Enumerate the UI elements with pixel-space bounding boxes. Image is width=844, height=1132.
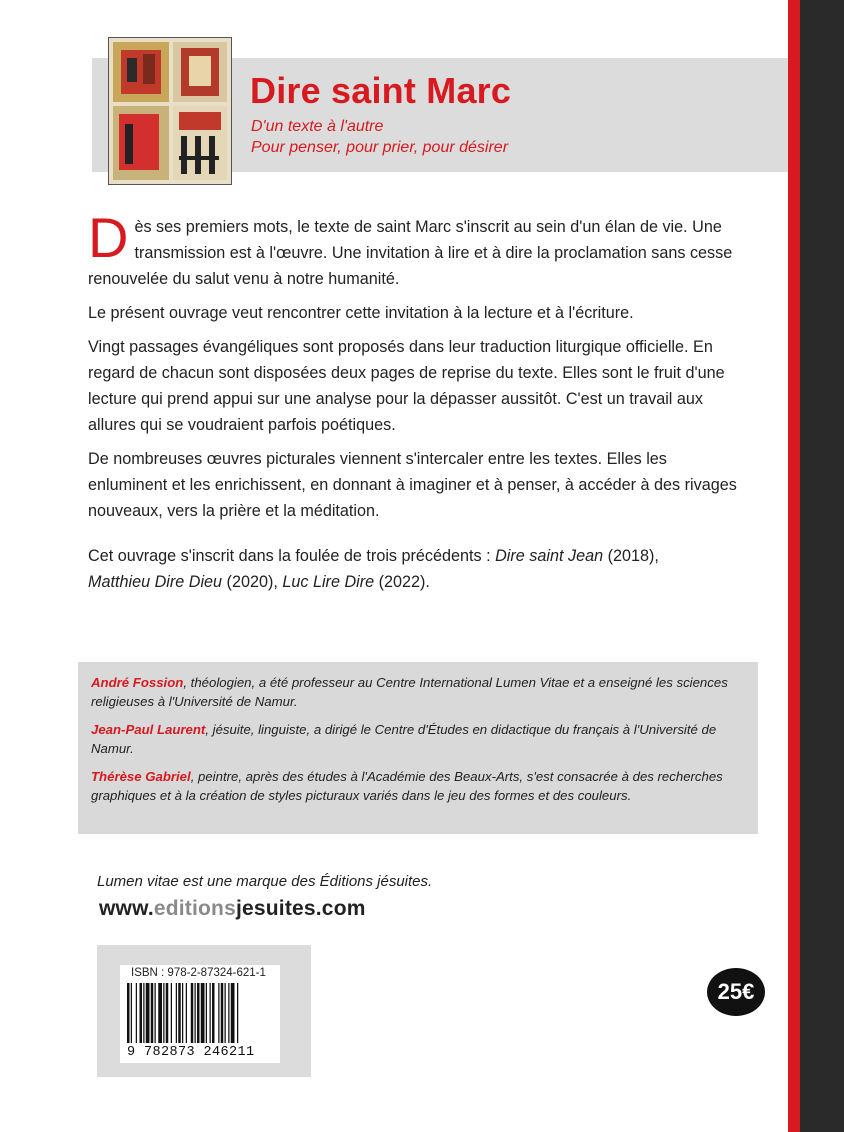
barcode-bar [195,983,196,1043]
barcode-bar [146,983,150,1043]
author-bio: , peintre, après des études à l'Académie des Beaux-Arts, s'est consacrée à des recherches graphiques et à la création de styles picturaux variés dans le jeu des formes et des couleurs. [91,769,723,803]
barcode-bar [166,983,169,1043]
barcode-bar [237,983,238,1043]
series-year: (2020), [222,573,283,591]
book-title: Dire saint Marc [250,70,512,111]
barcode-bar [143,983,144,1043]
description-paragraph: Le présent ouvrage veut rencontrer cette invitation à la lecture et à l'écriture. [88,304,634,322]
barcode-bar [151,983,154,1043]
cover-painting-thumbnail [108,37,232,185]
barcode-bar [186,983,187,1043]
author-entry [91,720,744,758]
barcode-digits: 9 782873 246211 [127,1045,255,1060]
author-name: Thérèse Gabriel [91,769,191,784]
barcode-bar [228,983,229,1043]
author-entry [91,673,744,711]
author-name: Jean-Paul Laurent [91,722,206,737]
red-edge-stripe [788,0,800,1132]
subtitle-line: D'un texte à l'autre [251,118,384,135]
series-year: (2018), [603,547,659,565]
website-prefix: www. [99,897,154,920]
barcode-bar [221,983,224,1043]
price-badge: 25€ [707,968,765,1016]
description [88,206,748,532]
author-bio: , théologien, a été professeur au Centre International Lumen Vitae et a enseigné les sciences religieuses à l'Université de Namur. [91,675,728,709]
barcode-bar [136,983,137,1043]
series-note [88,543,748,595]
barcode-bar [231,983,235,1043]
barcode-bar [225,983,226,1043]
series-book-title: Dire saint Jean [495,547,604,565]
website-editions: editions [153,897,236,920]
barcode-bar [163,983,164,1043]
barcode [127,983,279,1043]
barcode-bar [176,983,177,1043]
barcode-bar [127,983,130,1043]
drop-cap: D [88,206,129,269]
series-intro: Cet ouvrage s'inscrit dans la foulée de trois précédents : [88,547,496,565]
barcode-bar [182,983,183,1043]
isbn-label: ISBN : 978-2-87324-621-1 [131,967,266,979]
authors-box [78,662,758,834]
author-entry [91,767,744,805]
barcode-bar [191,983,194,1043]
barcode-bar [201,983,205,1043]
description-paragraph: Vingt passages évangéliques sont proposés dans leur traduction liturgique officielle. En regard de chacun sont disposées deux pages de reprise du texte. Elles sont le fruit d'une lecture qui prend appui sur une analyse pour la dépasser aussitôt. C'est un travail aux allures qui se voudraient parfois poétiques. [88,338,725,434]
website-domain: jesuites.com [235,897,366,920]
publisher-website[interactable] [99,897,366,921]
publisher-note: Lumen vitae est une marque des Éditions jésuites. [97,873,433,890]
barcode-bar [178,983,181,1043]
series-year: (2022). [374,573,430,591]
description-paragraph: De nombreuses œuvres picturales viennent s'intercaler entre les textes. Elles les enluminent et les enrichissent, en donnant à imaginer et à penser, à accéder à des rivages nouveaux, vers la prière et la méditation. [88,450,737,520]
barcode-bar [158,983,162,1043]
barcode-bar [197,983,200,1043]
description-paragraph [88,206,748,292]
barcode-bar [131,983,132,1043]
barcode-bar [212,983,215,1043]
subtitle-line: Pour penser, pour prier, pour désirer [251,139,509,156]
barcode-bar [155,983,156,1043]
author-bio: , jésuite, linguiste, a dirigé le Centre d'Études en didactique du français à l'Université de Namur. [91,722,717,756]
paragraph-text: ès ses premiers mots, le texte de saint Marc s'inscrit au sein d'un élan de vie. Une transmission est à l'œuvre. Une invitation à lire et à dire la proclamation sans cesse renouvelée du salut venu à notre humanité. [88,218,733,288]
barcode-bar [206,983,207,1043]
series-book-title: Matthieu Dire Dieu [88,573,223,591]
barcode-bar [218,983,219,1043]
book-subtitle [251,116,508,158]
series-book-title: Luc Lire Dire [282,573,375,591]
dark-edge-stripe [800,0,844,1132]
author-name: André Fossion [91,675,184,690]
barcode-bar [140,983,143,1043]
barcode-bar [210,983,211,1043]
barcode-bar [171,983,172,1043]
